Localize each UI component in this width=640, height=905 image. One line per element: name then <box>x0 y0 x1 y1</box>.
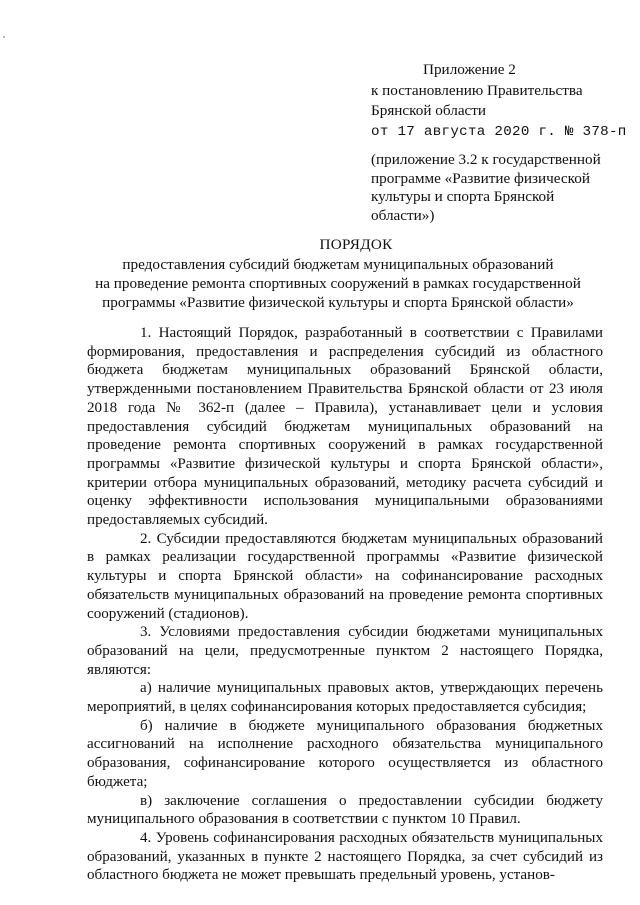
appendix-region: Брянской области <box>371 102 487 119</box>
document-subtitle-line: на проведение ремонта спортивных сооружений в рамках государственной <box>95 275 581 292</box>
condition-b: б) наличие в бюджете муниципального образования бюджетных ассигнований на исполнение расходного обязательства муниципального образования, софинансирование которого осуществляется из областного бюджета; <box>87 717 603 790</box>
program-note-line: области») <box>371 206 435 224</box>
condition-c: в) заключение соглашения о предоставлении субсидии бюджету муниципального образования в соответствии с пунктом 10 Правил. <box>87 792 603 828</box>
paragraph-4: 4. Уровень софинансирования расходных обязательств муниципальных образований, указанных в пункте 2 настоящего Порядка, за счет субсидий из областного бюджета не может превышать предельный уровень, установ- <box>87 829 603 884</box>
appendix-date: от 17 августа 2020 г. № 378-п <box>371 123 627 140</box>
document-subtitle-line: предоставления субсидий бюджетам муниципальных образований <box>122 256 554 273</box>
appendix-reference: к постановлению Правительства <box>371 81 583 99</box>
scan-speck <box>3 36 5 38</box>
paragraph-3: 3. Условиями предоставления субсидии бюджетами муниципальных образований на цели, предусмотренные пунктом 2 настоящего Порядка, являются: <box>87 624 603 678</box>
appendix-number: Приложение 2 <box>423 61 516 78</box>
paragraph-1: 1. Настоящий Порядок, разработанный в соответствии с Правилами формирования, предоставления и распределения субсидий из областного бюджета бюджетам муниципальных образований Брянской области, утвержденными постановлением Правительства Брянской области от 23 июля 2018 года № 362-п (далее – Правила), устанавливает цели и условия предоставления субсидий бюджетам муниципальных образований на проведение ремонта спортивных сооружений в рамках государственной программы «Развитие физической культуры и спорта Брянской области», критерии отбора муниципальных образований, методику расчета субсидий и оценку эффективности использования муниципальными образованиями предоставляемых субсидий. <box>87 325 603 529</box>
program-note <box>371 151 633 225</box>
document-title: ПОРЯДОК <box>319 236 393 253</box>
document-body <box>87 324 603 885</box>
program-note-line: программе «Развитие физической <box>371 169 590 187</box>
condition-a: а) наличие муниципальных правовых актов, утверждающих перечень мероприятий, в целях софинансирования которых предоставляется субсидия; <box>87 680 603 716</box>
appendix-header <box>371 60 633 142</box>
document-subtitle-line: программы «Развитие физической культуры и спорта Брянской области» <box>102 294 574 311</box>
program-note-line: (приложение 3.2 к государственной <box>371 151 601 168</box>
document-title-block <box>0 235 640 312</box>
paragraph-2: 2. Субсидии предоставляются бюджетам муниципальных образований в рамках реализации государственной программы «Развитие физической культуры и спорта Брянской области» на софинансирование расходных обязательств муниципальных образований на проведение ремонта спортивных сооружений (стадионов). <box>87 530 603 622</box>
program-note-line: культуры и спорта Брянской <box>371 188 555 205</box>
